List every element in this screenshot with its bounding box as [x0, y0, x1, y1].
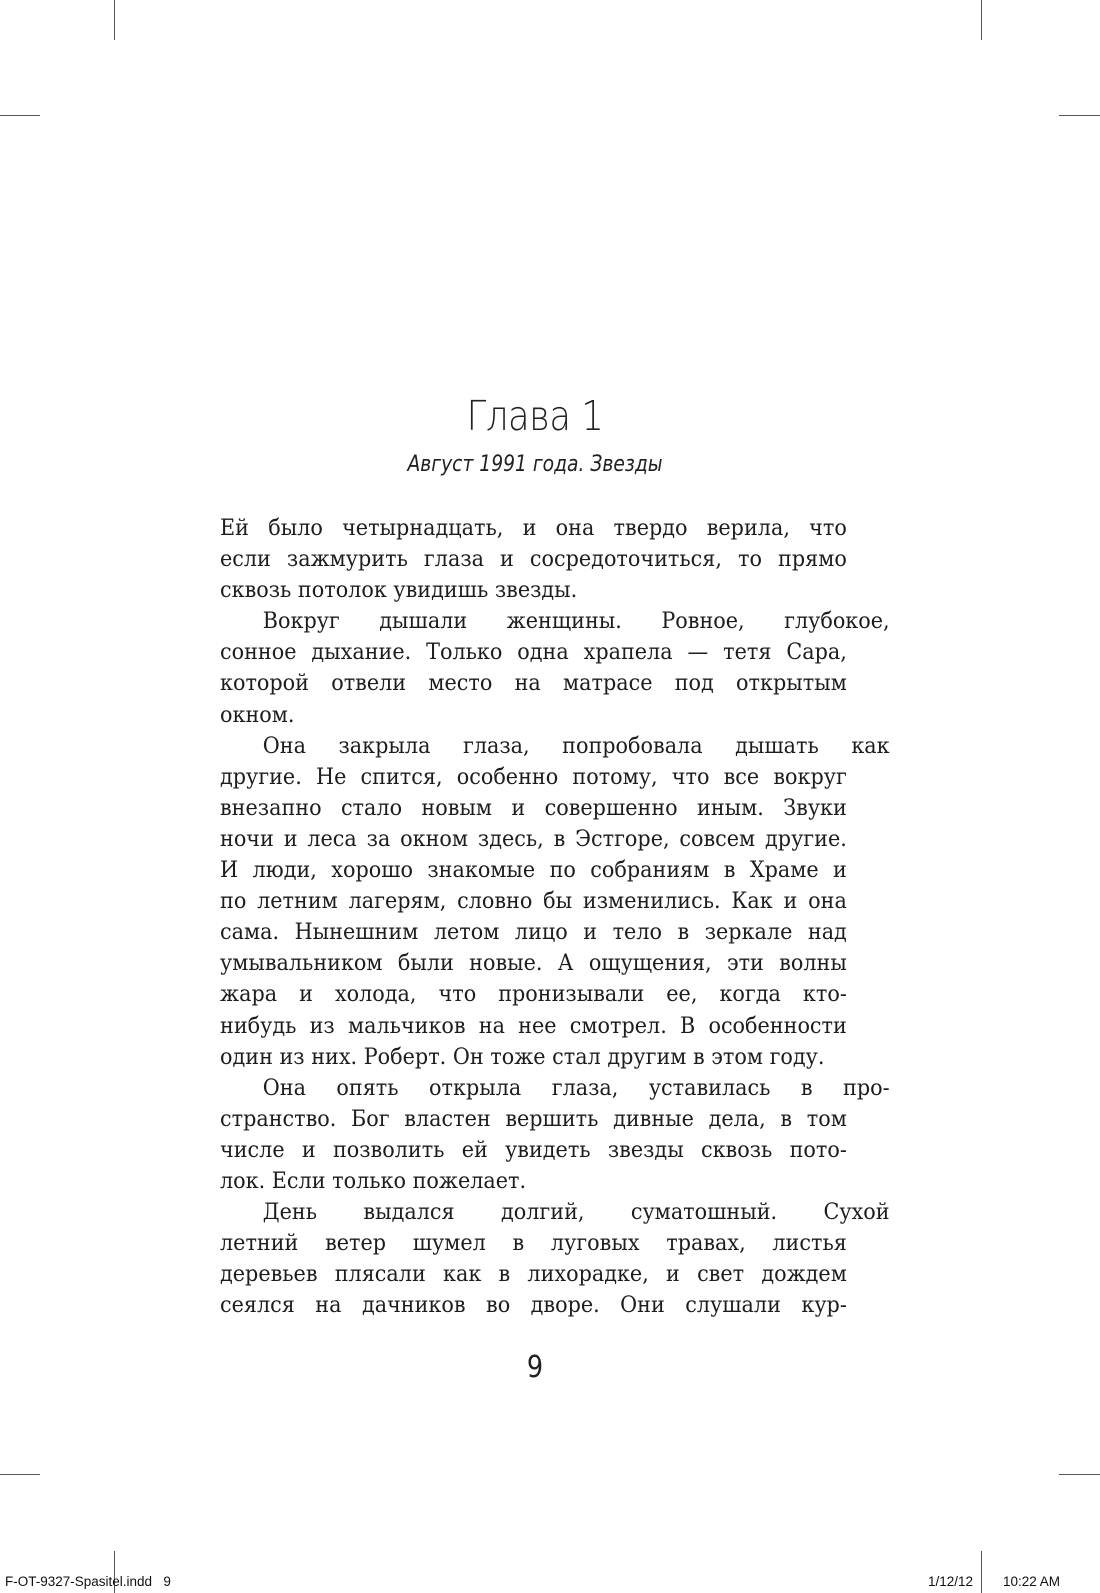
body-text [220, 513, 890, 1321]
slug-time: 10:22 AM [1003, 1574, 1061, 1589]
text-line: сонное дыхание. Только одна храпела — тетя Сара, [220, 639, 847, 666]
slug-date: 1/12/12 [928, 1574, 974, 1589]
text-line: деревьев плясали как в лихорадке, и свет дождем [220, 1261, 847, 1288]
page-number: 9 [526, 1350, 544, 1385]
text-line: сеялся на дачников во дворе. Они слушали кур- [220, 1292, 847, 1319]
text-line: которой отвели место на матрасе под открытым [220, 670, 847, 697]
text-line: Вокруг дышали женщины. Ровное, глубокое, [262, 608, 890, 635]
text-line: летний ветер шумел в луговых травах, листья [220, 1230, 847, 1257]
text-line: сквозь потолок увидишь звезды. [220, 577, 578, 604]
text-line: умывальником были новые. А ощущения, эти волны [220, 950, 847, 977]
text-line: Она закрыла глаза, попробовала дышать как [262, 732, 890, 759]
crop-mark-top-left [114, 0, 115, 40]
text-line: один из них. Роберт. Он тоже стал другим в этом году. [220, 1043, 825, 1070]
text-line: Ей было четырнадцать, и она твердо верила, что [220, 515, 847, 541]
slug-filename: F-OT-9327-Spasitel.indd 9 [5, 1574, 171, 1589]
text-line: числе и позволить ей увидеть звезды сквозь пото- [220, 1136, 847, 1163]
text-line: И люди, хорошо знакомые по собраниям в Храме и [220, 857, 847, 884]
crop-mark-right-top [1059, 115, 1100, 116]
text-line: жара и холода, что пронизывали ее, когда кто- [220, 981, 847, 1008]
text-line: сама. Нынешним летом лицо и тело в зеркале над [220, 919, 847, 946]
text-line: День выдался долгий, суматошный. Сухой [262, 1199, 890, 1226]
text-line: другие. Не спится, особенно потому, что все вокруг [220, 763, 847, 790]
crop-mark-bottom-right [981, 1551, 982, 1593]
text-line: Она опять открыла глаза, уставилась в про- [262, 1074, 890, 1101]
crop-mark-top-right [981, 0, 982, 40]
chapter-subtitle: Август 1991 года. Звезды [407, 452, 663, 477]
text-line: по летним лагерям, словно бы изменились. Как и она [220, 888, 847, 915]
chapter-title: Глава 1 [466, 392, 604, 440]
text-line: внезапно стало новым и совершенно иным. Звуки [220, 794, 847, 821]
text-line: окном. [220, 701, 295, 728]
text-line: лок. Если только пожелает. [220, 1167, 527, 1194]
crop-mark-right-bottom [1059, 1474, 1100, 1475]
text-line: ночи и леса за окном здесь, в Эстгоре, совсем другие. [220, 825, 847, 852]
text-line: странство. Бог властен вершить дивные дела, в том [220, 1105, 847, 1132]
crop-mark-left-bottom [0, 1474, 40, 1475]
text-line: если зажмурить глаза и сосредоточиться, то прямо [220, 546, 847, 573]
text-line: нибудь из мальчиков на нее смотрел. В особенности [220, 1012, 847, 1039]
crop-mark-left-top [0, 115, 40, 116]
